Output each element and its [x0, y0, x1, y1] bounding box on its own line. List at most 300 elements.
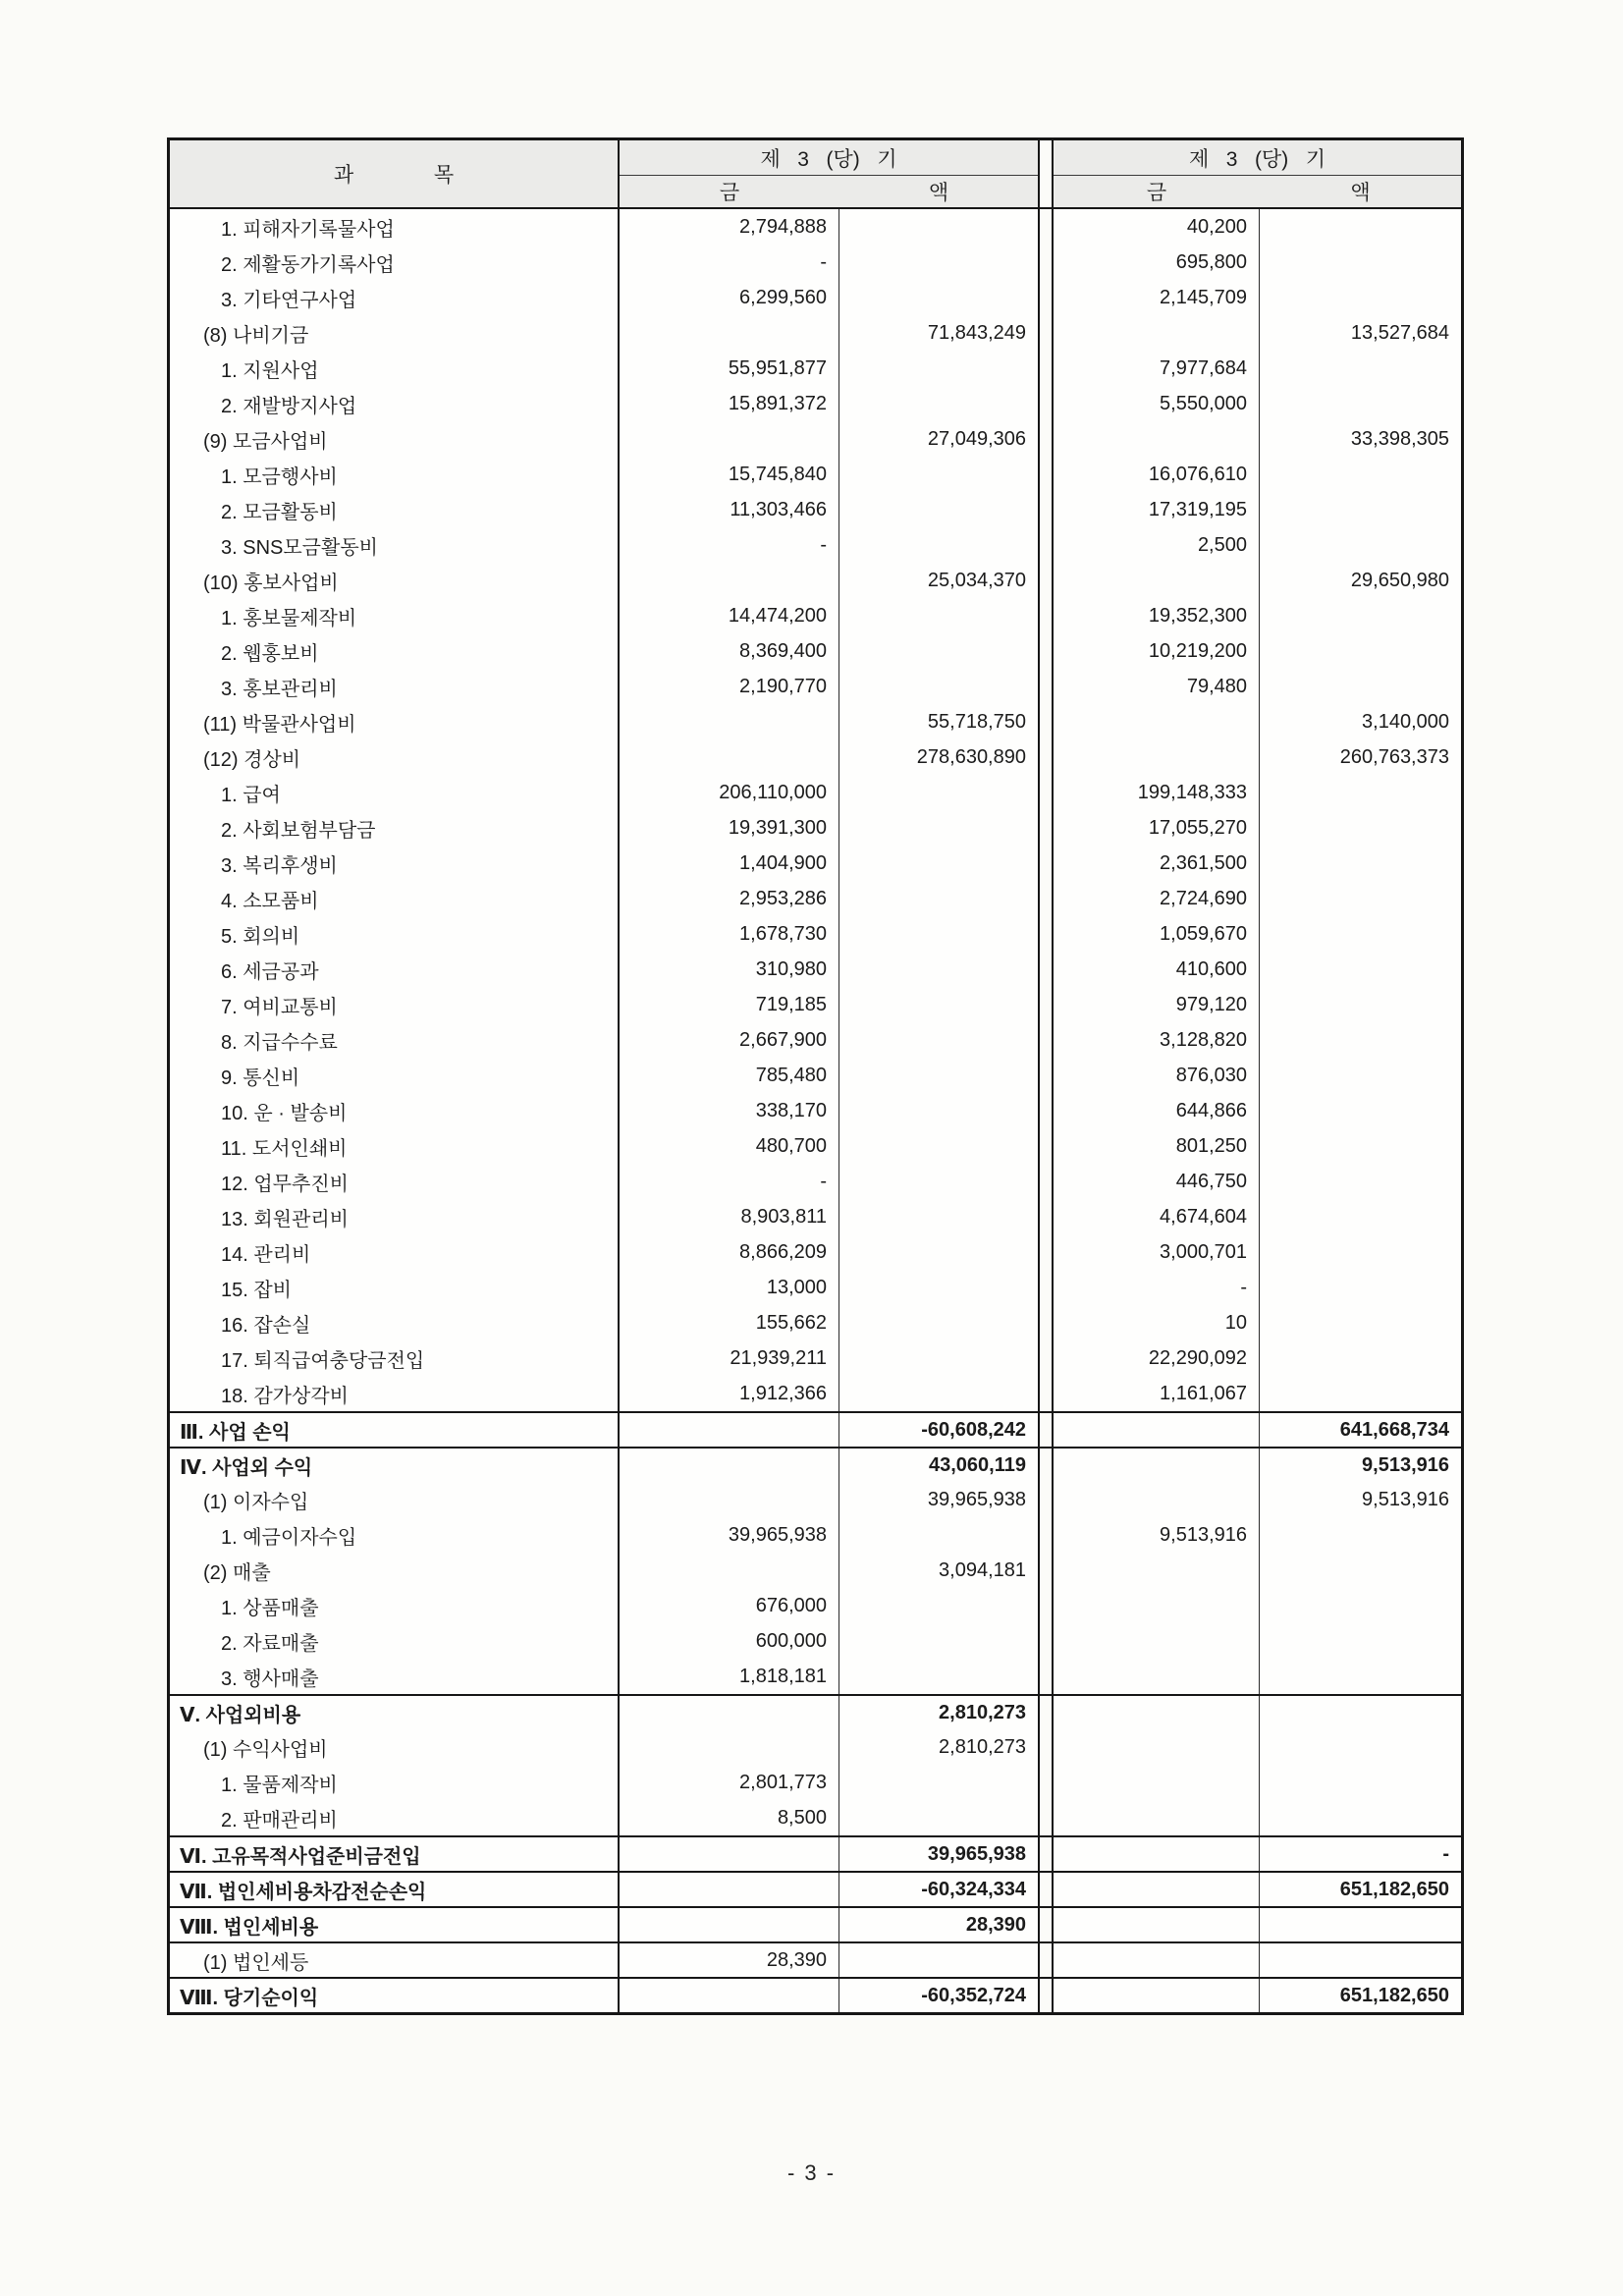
account-label: 2. 재발방지사업 [170, 386, 620, 421]
amount-left-total [839, 351, 1038, 386]
amount-right-total: 9,513,916 [1362, 1488, 1449, 1510]
account-label: Ⅶ. 법인세비용차감전순손익 [170, 1873, 620, 1906]
amount-right-detail [1054, 1659, 1260, 1694]
amount-right-total [1260, 1199, 1461, 1234]
table-row [170, 1835, 1461, 1871]
table-row [170, 1234, 1461, 1270]
amount-right-total [1260, 1908, 1461, 1941]
column-group-divider [1038, 1449, 1054, 1482]
account-label: 18. 감가상각비 [170, 1376, 620, 1411]
amount-left-total [839, 1943, 1038, 1977]
amount-right-detail: 10 [1054, 1305, 1260, 1340]
account-label: 1. 물품제작비 [170, 1765, 620, 1800]
amount-right-detail: 199,148,333 [1054, 775, 1260, 810]
column-group-divider [1038, 386, 1054, 421]
amount-right-total [1260, 386, 1461, 421]
amount-left-detail: 39,965,938 [620, 1517, 839, 1553]
column-group-divider [1038, 952, 1054, 987]
column-group-divider [1038, 1482, 1054, 1517]
amount-right-total: 641,668,734 [1339, 1418, 1449, 1441]
amount-left-detail: 8,369,400 [620, 633, 839, 669]
table-row [170, 633, 1461, 669]
amount-right-detail [1054, 1765, 1260, 1800]
amount-left-detail: 206,110,000 [620, 775, 839, 810]
column-group-divider [1038, 1164, 1054, 1199]
account-label: 14. 관리비 [170, 1234, 620, 1270]
table-row [170, 1058, 1461, 1093]
amount-right-detail [1054, 1729, 1260, 1765]
account-label: 1. 상품매출 [170, 1588, 620, 1623]
amount-right-detail: 3,128,820 [1054, 1022, 1260, 1058]
amount-right-total [1260, 1517, 1461, 1553]
column-group-divider [1038, 1765, 1054, 1800]
table-row [170, 280, 1461, 315]
account-label: 17. 퇴직급여충당금전입 [170, 1340, 620, 1376]
amount-left-total [839, 209, 1038, 245]
page-number: - 3 - [786, 2160, 837, 2185]
account-label: 1. 지원사업 [170, 351, 620, 386]
column-group-divider [1038, 1943, 1054, 1977]
amount-left-detail [620, 421, 839, 457]
amount-left-total [839, 280, 1038, 315]
amount-left-detail: 2,667,900 [620, 1022, 839, 1058]
amount-left-detail: 676,000 [620, 1588, 839, 1623]
account-label: Ⅵ. 고유목적사업준비금전입 [170, 1837, 620, 1871]
table-row [170, 351, 1461, 386]
column-group-divider [1038, 1128, 1054, 1164]
account-label: Ⅳ. 사업외 수익 [170, 1449, 620, 1482]
amount-left-total: -60,608,242 [921, 1418, 1026, 1441]
amount-left-detail: 19,391,300 [620, 810, 839, 846]
amount-left-total [839, 1765, 1038, 1800]
amount-left-detail [620, 1837, 839, 1871]
amount-right-detail: 7,977,684 [1054, 351, 1260, 386]
amount-left-detail: 310,980 [620, 952, 839, 987]
column-group-divider [1038, 810, 1054, 846]
column-group-divider [1038, 527, 1054, 563]
table-row [170, 1022, 1461, 1058]
amount-left-detail: 55,951,877 [620, 351, 839, 386]
column-group-divider [1038, 1623, 1054, 1659]
amount-right-detail [1054, 1979, 1260, 2012]
amount-left-detail: 1,818,181 [620, 1659, 839, 1694]
table-row [170, 457, 1461, 492]
amount-right-detail: 9,513,916 [1054, 1517, 1260, 1553]
table-row [170, 1906, 1461, 1941]
account-label: 2. 모금활동비 [170, 492, 620, 527]
table-row [170, 1199, 1461, 1234]
account-label: 1. 피해자기록물사업 [170, 209, 620, 245]
amount-right-total [1260, 1659, 1461, 1694]
account-label: 10. 운 · 발송비 [170, 1093, 620, 1128]
table-row [170, 527, 1461, 563]
amount-right-detail: 79,480 [1054, 669, 1260, 704]
table-row [170, 881, 1461, 916]
amount-left-detail [620, 1729, 839, 1765]
amount-right-detail [1054, 1482, 1260, 1517]
amount-left-total [839, 810, 1038, 846]
account-label: 15. 잡비 [170, 1270, 620, 1305]
table-row [170, 1376, 1461, 1411]
amount-right-detail: 644,866 [1054, 1093, 1260, 1128]
amount-left-total [839, 527, 1038, 563]
amount-right-detail: 801,250 [1054, 1128, 1260, 1164]
table-row [170, 987, 1461, 1022]
account-label: 9. 통신비 [170, 1058, 620, 1093]
column-group-divider [1038, 1199, 1054, 1234]
amount-left-total [839, 1623, 1038, 1659]
column-group-divider [1038, 492, 1054, 527]
amount-right-detail: 10,219,200 [1054, 633, 1260, 669]
amount-right-detail [1054, 1943, 1260, 1977]
amount-right-total [1260, 1270, 1461, 1305]
amount-right-detail [1054, 1908, 1260, 1941]
account-label: 3. SNS모금활동비 [170, 527, 620, 563]
table-row [170, 1765, 1461, 1800]
table-row [170, 1482, 1461, 1517]
table-row [170, 563, 1461, 598]
amount-right-detail: 2,361,500 [1054, 846, 1260, 881]
amount-left-detail: 15,745,840 [620, 457, 839, 492]
amount-left-total: 43,060,119 [929, 1453, 1026, 1476]
amount-left-total [839, 1022, 1038, 1058]
amount-right-total [1260, 457, 1461, 492]
account-label: 2. 제활동가기록사업 [170, 245, 620, 280]
table-row [170, 1128, 1461, 1164]
amount-left-total: -60,324,334 [921, 1878, 1026, 1900]
amount-right-detail: 876,030 [1054, 1058, 1260, 1093]
column-group-divider [1038, 1093, 1054, 1128]
account-label: 7. 여비교통비 [170, 987, 620, 1022]
amount-left-total [839, 1234, 1038, 1270]
amount-right-total [1260, 669, 1461, 704]
account-label: Ⅷ. 당기순이익 [170, 1979, 620, 2012]
amount-left-total [839, 881, 1038, 916]
amount-right-total [1260, 1022, 1461, 1058]
table-body [170, 209, 1461, 2012]
amount-right-detail [1054, 563, 1260, 598]
amount-right-total [1260, 1340, 1461, 1376]
column-group-divider [1038, 598, 1054, 633]
amount-right-detail [1054, 1588, 1260, 1623]
amount-left-detail: 785,480 [620, 1058, 839, 1093]
amount-right-total [1260, 1128, 1461, 1164]
amount-left-total [839, 916, 1038, 952]
account-label: 2. 자료매출 [170, 1623, 620, 1659]
account-label: 2. 사회보험부담금 [170, 810, 620, 846]
amount-right-detail: 22,290,092 [1054, 1340, 1260, 1376]
column-group-divider [1038, 457, 1054, 492]
column-group-divider [1038, 1376, 1054, 1411]
amount-left-detail: 2,794,888 [620, 209, 839, 245]
amount-left-detail [620, 1979, 839, 2012]
amount-left-total [839, 775, 1038, 810]
amount-left-detail: 2,190,770 [620, 669, 839, 704]
table-row [170, 952, 1461, 987]
amount-right-total: 33,398,305 [1350, 427, 1449, 450]
amount-left-total [839, 987, 1038, 1022]
account-label: (1) 수익사업비 [170, 1729, 620, 1765]
column-group-divider [1038, 140, 1054, 207]
amount-right-total [1260, 1305, 1461, 1340]
amount-left-detail: - [620, 1164, 839, 1199]
amount-left-detail [620, 563, 839, 598]
amount-left-total [839, 1270, 1038, 1305]
amount-left-total: 28,390 [965, 1913, 1026, 1936]
amount-left-detail [620, 1908, 839, 1941]
amount-right-total [1260, 280, 1461, 315]
amount-right-detail: 446,750 [1054, 1164, 1260, 1199]
table-row [170, 598, 1461, 633]
column-group-divider [1038, 1873, 1054, 1906]
amount-left-total [839, 492, 1038, 527]
amount-left-detail: 11,303,466 [620, 492, 839, 527]
amount-left-detail: 8,903,811 [620, 1199, 839, 1234]
column-header-period-left: 제 3 (당) 기 [620, 140, 1038, 176]
account-label: 4. 소모품비 [170, 881, 620, 916]
amount-left-detail: 480,700 [620, 1128, 839, 1164]
column-group-divider [1038, 633, 1054, 669]
table-row [170, 810, 1461, 846]
column-header-period-right: 제 3 (당) 기 [1054, 140, 1461, 176]
account-label: 2. 웹홍보비 [170, 633, 620, 669]
amount-left-total [839, 846, 1038, 881]
amount-left-detail: 6,299,560 [620, 280, 839, 315]
table-row [170, 1553, 1461, 1588]
amount-right-total: 651,182,650 [1339, 1984, 1449, 2006]
column-header-account: 과 목 [170, 140, 620, 207]
amount-left-detail [620, 1449, 839, 1482]
column-group-divider [1038, 1979, 1054, 2012]
amount-left-detail: 719,185 [620, 987, 839, 1022]
account-label: 3. 복리후생비 [170, 846, 620, 881]
account-label: (12) 경상비 [170, 739, 620, 775]
amount-left-detail: - [620, 245, 839, 280]
amount-right-total [1260, 492, 1461, 527]
column-group-divider [1038, 280, 1054, 315]
account-label: 16. 잡손실 [170, 1305, 620, 1340]
column-group-divider [1038, 1553, 1054, 1588]
table-row [170, 1411, 1461, 1447]
amount-right-total [1260, 1696, 1461, 1729]
table-row [170, 704, 1461, 739]
amount-left-total [839, 1058, 1038, 1093]
column-group-divider [1038, 1517, 1054, 1553]
amount-right-total [1260, 1943, 1461, 1977]
amount-left-detail: - [620, 527, 839, 563]
column-header-geum-right: 금 [1054, 176, 1260, 207]
amount-right-total [1260, 1376, 1461, 1411]
column-group-divider [1038, 1305, 1054, 1340]
amount-right-detail: 2,500 [1054, 527, 1260, 563]
amount-right-detail: 979,120 [1054, 987, 1260, 1022]
table-row [170, 245, 1461, 280]
amount-right-total [1260, 1729, 1461, 1765]
amount-left-detail: 1,404,900 [620, 846, 839, 881]
table-row [170, 669, 1461, 704]
amount-right-total [1260, 1553, 1461, 1588]
account-label: (9) 모금사업비 [170, 421, 620, 457]
amount-right-detail [1054, 1553, 1260, 1588]
amount-right-total [1260, 810, 1461, 846]
column-group-divider [1038, 775, 1054, 810]
account-label: 5. 회의비 [170, 916, 620, 952]
column-group-divider [1038, 881, 1054, 916]
amount-left-total: 2,810,273 [939, 1735, 1026, 1758]
column-group-divider [1038, 1837, 1054, 1871]
amount-right-detail [1054, 1623, 1260, 1659]
amount-right-detail: 17,319,195 [1054, 492, 1260, 527]
amount-right-detail: 3,000,701 [1054, 1234, 1260, 1270]
table-row [170, 739, 1461, 775]
column-group-divider [1038, 1908, 1054, 1941]
amount-right-total [1260, 1623, 1461, 1659]
amount-right-total [1260, 351, 1461, 386]
amount-left-detail [620, 1873, 839, 1906]
amount-left-total [839, 386, 1038, 421]
column-group-divider [1038, 739, 1054, 775]
amount-left-total [839, 598, 1038, 633]
amount-left-total [839, 1093, 1038, 1128]
amount-left-detail [620, 704, 839, 739]
amount-right-detail: 695,800 [1054, 245, 1260, 280]
table-row [170, 775, 1461, 810]
amount-left-total: 27,049,306 [927, 427, 1026, 450]
amount-left-detail [620, 1696, 839, 1729]
table-row [170, 386, 1461, 421]
column-group-divider [1038, 1270, 1054, 1305]
amount-right-detail [1054, 1800, 1260, 1835]
amount-right-total [1260, 1765, 1461, 1800]
column-group-divider [1038, 1729, 1054, 1765]
account-label: 13. 회원관리비 [170, 1199, 620, 1234]
amount-left-total: 39,965,938 [927, 1842, 1026, 1865]
amount-left-total [839, 1588, 1038, 1623]
column-group-divider [1038, 704, 1054, 739]
table-row [170, 492, 1461, 527]
table-row [170, 315, 1461, 351]
amount-left-detail: 338,170 [620, 1093, 839, 1128]
amount-right-detail [1054, 704, 1260, 739]
amount-left-total [839, 1305, 1038, 1340]
account-label: 3. 기타연구사업 [170, 280, 620, 315]
amount-left-total [839, 1800, 1038, 1835]
column-group-divider [1038, 563, 1054, 598]
amount-left-total: 2,810,273 [939, 1701, 1026, 1723]
table-row [170, 1729, 1461, 1765]
amount-left-total [839, 245, 1038, 280]
account-label: 1. 급여 [170, 775, 620, 810]
amount-left-total: 71,843,249 [927, 321, 1026, 344]
amount-right-total: 9,513,916 [1362, 1453, 1449, 1476]
amount-left-detail: 21,939,211 [620, 1340, 839, 1376]
amount-left-detail [620, 1413, 839, 1447]
amount-right-total [1260, 775, 1461, 810]
amount-right-detail: 2,724,690 [1054, 881, 1260, 916]
amount-right-detail [1054, 739, 1260, 775]
amount-right-total [1260, 952, 1461, 987]
amount-left-total [839, 633, 1038, 669]
column-group-divider [1038, 1340, 1054, 1376]
account-label: 3. 홍보관리비 [170, 669, 620, 704]
table-row [170, 1270, 1461, 1305]
amount-left-detail [620, 739, 839, 775]
amount-left-total: -60,352,724 [921, 1984, 1026, 2006]
amount-right-detail: 17,055,270 [1054, 810, 1260, 846]
table-row [170, 1447, 1461, 1482]
column-group-divider [1038, 1800, 1054, 1835]
column-group-divider [1038, 1022, 1054, 1058]
table-row [170, 1623, 1461, 1659]
column-header-aek-right: 액 [1260, 176, 1461, 207]
table-row [170, 1305, 1461, 1340]
account-label: (10) 홍보사업비 [170, 563, 620, 598]
table-row [170, 916, 1461, 952]
column-group-divider [1038, 1413, 1054, 1447]
column-header-aek-left: 액 [839, 176, 1038, 207]
amount-right-total [1260, 1058, 1461, 1093]
amount-right-detail: 1,059,670 [1054, 916, 1260, 952]
amount-right-detail: - [1054, 1270, 1260, 1305]
amount-right-detail [1054, 1449, 1260, 1482]
column-group-divider [1038, 669, 1054, 704]
column-group-divider [1038, 315, 1054, 351]
amount-right-detail: 410,600 [1054, 952, 1260, 987]
column-group-divider [1038, 1659, 1054, 1694]
column-header-geum-left: 금 [620, 176, 839, 207]
amount-left-detail: 1,912,366 [620, 1376, 839, 1411]
table-row [170, 1340, 1461, 1376]
amount-right-total [1260, 209, 1461, 245]
account-label: 11. 도서인쇄비 [170, 1128, 620, 1164]
amount-left-detail [620, 1482, 839, 1517]
amount-right-detail [1054, 1837, 1260, 1871]
table-row [170, 1694, 1461, 1729]
account-label: 1. 예금이자수입 [170, 1517, 620, 1553]
table-row [170, 1800, 1461, 1835]
table-row [170, 209, 1461, 245]
amount-left-detail [620, 315, 839, 351]
amount-left-detail: 600,000 [620, 1623, 839, 1659]
amount-left-detail: 1,678,730 [620, 916, 839, 952]
amount-left-total [839, 1199, 1038, 1234]
amount-right-total [1260, 633, 1461, 669]
account-label: (8) 나비기금 [170, 315, 620, 351]
amount-left-detail: 15,891,372 [620, 386, 839, 421]
amount-left-total [839, 1128, 1038, 1164]
account-label: 12. 업무추진비 [170, 1164, 620, 1199]
account-label: 3. 행사매출 [170, 1659, 620, 1694]
column-group-divider [1038, 987, 1054, 1022]
amount-left-detail: 2,953,286 [620, 881, 839, 916]
amount-left-detail: 8,866,209 [620, 1234, 839, 1270]
column-group-divider [1038, 1696, 1054, 1729]
table-row [170, 1093, 1461, 1128]
table-row [170, 1588, 1461, 1623]
amount-right-total [1260, 987, 1461, 1022]
table-row [170, 1659, 1461, 1694]
income-statement-table [167, 137, 1464, 2015]
amount-right-total: 651,182,650 [1339, 1878, 1449, 1900]
amount-left-total [839, 952, 1038, 987]
table-row [170, 1164, 1461, 1199]
amount-right-total [1260, 1234, 1461, 1270]
amount-left-total: 55,718,750 [927, 710, 1026, 733]
amount-right-total [1260, 1800, 1461, 1835]
amount-left-total [839, 669, 1038, 704]
amount-left-total: 3,094,181 [939, 1558, 1026, 1581]
account-label: (1) 이자수입 [170, 1482, 620, 1517]
